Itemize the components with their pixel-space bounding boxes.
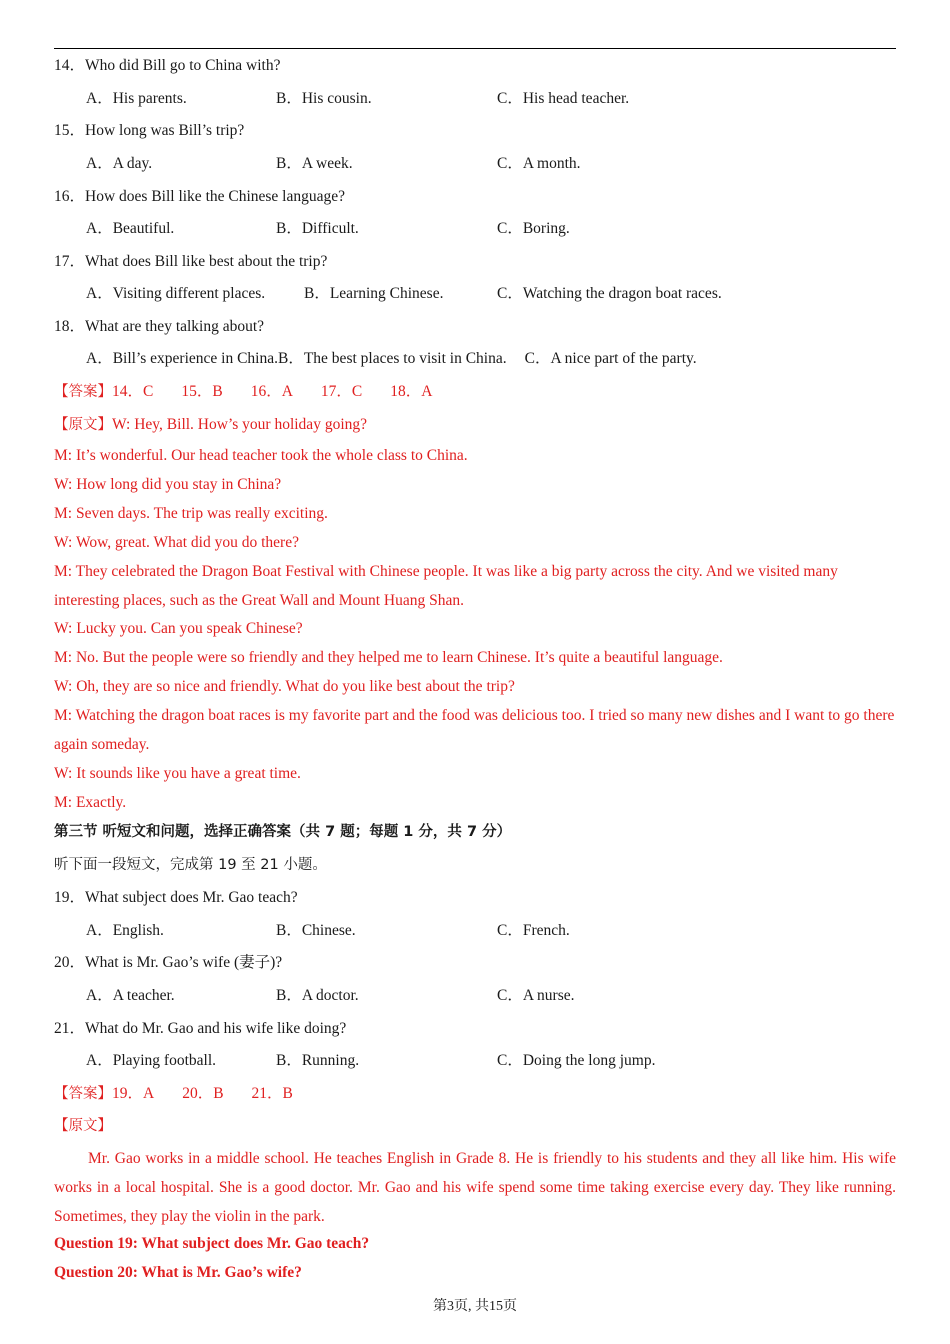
transcript-paragraph: Mr. Gao works in a middle school. He teaches English in Grade 8. He is friendly to his students and they all like him. His wife works in a local hospital. She is a good doctor. Mr. Gao and his wife spend some time taking exercise every day. They like running. Sometimes, they play the violin in the park. — [54, 1150, 896, 1225]
q20-option-c: C．A nurse. — [497, 987, 575, 1004]
question-19: 19．What subject does Mr. Gao teach? — [54, 889, 298, 906]
q17-option-c: C．Watching the dragon boat races. — [497, 285, 722, 302]
q20-option-b: B．A doctor. — [276, 987, 359, 1004]
transcript-line-0: 【原文】W: Hey, Bill. How’s your holiday going? — [54, 416, 368, 433]
question-18: 18．What are they talking about? — [54, 318, 265, 335]
q16-option-c: C．Boring. — [497, 220, 570, 237]
q21-option-a: A．Playing football. — [86, 1052, 217, 1069]
answer-line-2: 【答案】19．A 20．B 21．B — [54, 1085, 293, 1102]
question-16: 16．How does Bill like the Chinese language? — [54, 188, 346, 205]
transcript-line-5: M: They celebrated the Dragon Boat Festival with Chinese people. It was like a big party across the city. And we visited many interesting places, such as the Great Wall and Mount Huang Shan. — [54, 563, 838, 609]
q16-option-a: A．Beautiful. — [86, 220, 175, 237]
q21-option-c: C．Doing the long jump. — [497, 1052, 656, 1069]
q21-option-b: B．Running. — [276, 1052, 360, 1069]
question-20: 20．What is Mr. Gao’s wife (妻子)? — [54, 954, 283, 971]
q20-option-a: A．A teacher. — [86, 987, 175, 1004]
transcript-line-1: M: It’s wonderful. Our head teacher took the whole class to China. — [54, 447, 468, 464]
transcript-label: 【原文】 — [54, 417, 112, 433]
header-rule — [54, 48, 896, 49]
q18-options — [86, 349, 697, 369]
q18-option-c: C．A nice part of the party. — [524, 350, 697, 367]
section-3-instruction: 听下面一段短文，完成第 19 至 21 小题。 — [54, 857, 327, 873]
page-number: 第3页, 共15页 — [433, 1299, 517, 1314]
transcript-line-10: W: It sounds like you have a great time. — [54, 765, 301, 782]
answer-label: 【答案】 — [54, 384, 112, 400]
q19-option-a: A．English. — [86, 922, 164, 939]
q14-option-c: C．His head teacher. — [497, 90, 630, 107]
q16-option-b: B．Difficult. — [276, 220, 359, 237]
transcript-line-3: M: Seven days. The trip was really exciting. — [54, 505, 328, 522]
transcript-line-9: M: Watching the dragon boat races is my favorite part and the food was delicious too. I tried so many new dishes and I want to go there again someday. — [54, 707, 895, 753]
q19-option-b: B．Chinese. — [276, 922, 356, 939]
q14-option-a: A．His parents. — [86, 90, 187, 107]
transcript-line-7: M: No. But the people were so friendly and they helped me to learn Chinese. It’s quite a beautiful language. — [54, 649, 723, 666]
q17-option-b: B．Learning Chinese. — [304, 285, 444, 302]
question-14: 14．Who did Bill go to China with? — [54, 57, 281, 74]
transcript-line-4: W: Wow, great. What did you do there? — [54, 534, 299, 551]
question-21: 21．What do Mr. Gao and his wife like doing? — [54, 1020, 347, 1037]
transcript-q19: Question 19: What subject does Mr. Gao teach? — [54, 1235, 370, 1252]
transcript-line-6: W: Lucky you. Can you speak Chinese? — [54, 620, 303, 637]
q18-option-a: A．Bill’s experience in China. — [86, 350, 278, 367]
q17-option-a: A．Visiting different places. — [86, 285, 266, 302]
transcript-label-2: 【原文】 — [54, 1118, 112, 1134]
question-15: 15．How long was Bill’s trip? — [54, 122, 245, 139]
transcript-line-11: M: Exactly. — [54, 794, 127, 811]
transcript-line-8: W: Oh, they are so nice and friendly. What do you like best about the trip? — [54, 678, 515, 695]
question-17: 17．What does Bill like best about the trip? — [54, 253, 328, 270]
q15-option-c: C．A month. — [497, 155, 581, 172]
transcript-line-2: W: How long did you stay in China? — [54, 476, 282, 493]
q14-option-b: B．His cousin. — [276, 90, 372, 107]
q19-option-c: C．French. — [497, 922, 570, 939]
section-3-title: 第三节 听短文和问题，选择正确答案（共 7 题；每题 1 分，共 7 分） — [54, 824, 512, 840]
q18-option-b: B．The best places to visit in China. — [278, 350, 507, 367]
transcript-q20: Question 20: What is Mr. Gao’s wife? — [54, 1264, 302, 1281]
answer-label: 【答案】 — [54, 1086, 112, 1102]
answer-line-1: 【答案】14．C 15．B 16．A 17．C 18．A — [54, 383, 433, 400]
q15-option-a: A．A day. — [86, 155, 153, 172]
q15-option-b: B．A week. — [276, 155, 353, 172]
